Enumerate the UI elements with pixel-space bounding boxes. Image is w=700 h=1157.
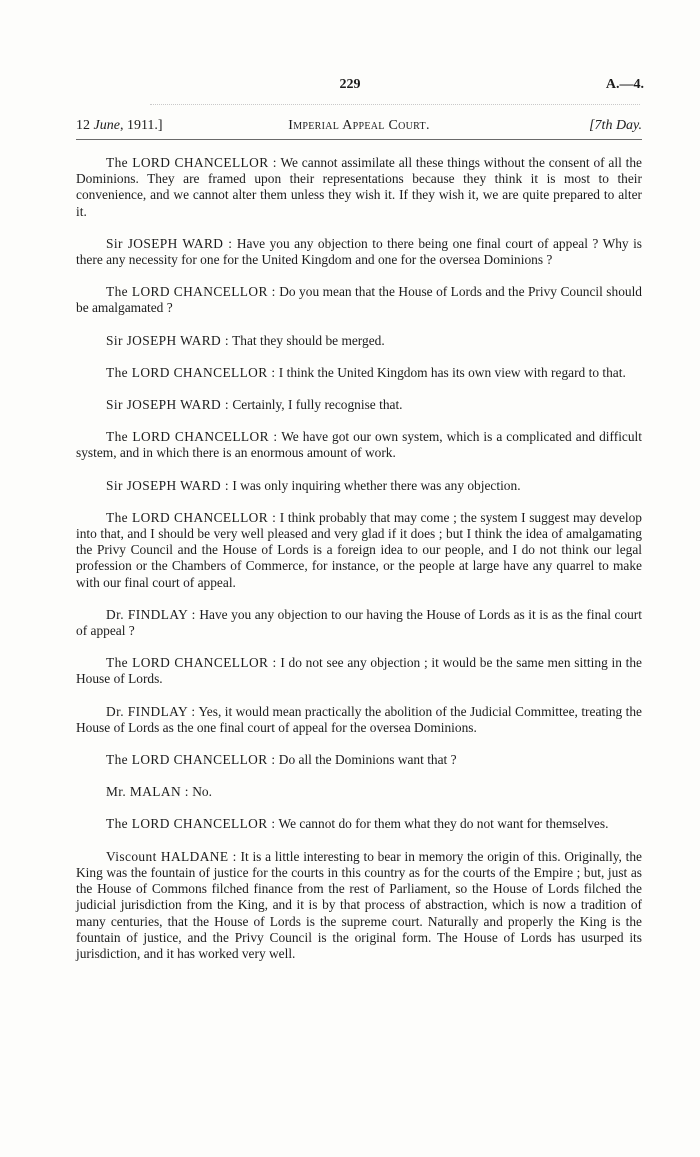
speaker-name: The LORD CHANCELLOR : [106, 364, 276, 380]
speech-text: I do not see any objection ; it would be the same men sitting in the House of Lords. [76, 655, 642, 687]
speaker-name: Dr. FINDLAY : [106, 606, 196, 622]
transcript-paragraph [76, 784, 642, 800]
speaker-name: Sir JOSEPH WARD : [106, 477, 229, 493]
transcript-paragraph [76, 284, 642, 316]
transcript-paragraph [76, 704, 642, 736]
speech-text: Do you mean that the House of Lords and the Privy Council should be amalgamated ? [76, 284, 643, 316]
document-reference: A.—4. [605, 77, 644, 92]
speech-text: It is a little interesting to bear in memory the origin of this. Originally, the King was the fountain of justice for the courts in this country as for the courts of the Empire ; but, just as the House of Commons filched finance from the rest of Parliament, so the House of Lords filched the judicial jurisdiction from the King, and it is by that process of abstraction, which is now a tradition of many centuries, that the House of Lords is the supreme court. Naturally and properly the King is the fountain of justice, and the Privy Council is the original form. The House of Lords has usurped its jurisdiction, and it has worked very well. [76, 848, 642, 961]
speaker-name: The LORD CHANCELLOR : [106, 429, 278, 445]
speaker-name: Sir JOSEPH WARD : [106, 235, 233, 251]
date-year: , 1911.] [119, 118, 163, 133]
transcript-paragraph [76, 429, 642, 461]
speaker-name: The LORD CHANCELLOR : [106, 155, 277, 170]
speech-text: We cannot do for them what they do not want for themselves. [275, 816, 609, 832]
page-number: 229 [339, 77, 361, 92]
transcript-paragraph [76, 510, 642, 591]
speaker-name: Mr. MALAN : [106, 784, 189, 800]
transcript-paragraph [76, 655, 642, 687]
transcript-paragraph [76, 752, 642, 768]
transcript-paragraph [76, 333, 642, 349]
transcript-body [76, 155, 642, 978]
speaker-name: Viscount HALDANE : [106, 848, 237, 864]
speech-text: I was only inquiring whether there was any objection. [229, 477, 521, 493]
speech-text: That they should be merged. [229, 332, 385, 348]
transcript-paragraph [76, 155, 642, 220]
date-day: 12 [76, 118, 90, 133]
speech-text: Certainly, I fully recognise that. [229, 397, 403, 413]
running-head-title: Imperial Appeal Court. [288, 118, 430, 133]
speech-text: I think the United Kingdom has its own view with regard to that. [275, 364, 626, 380]
speech-text: Have you any objection to our having the House of Lords as it is as the final court of appeal ? [76, 606, 642, 639]
speech-text: We have got our own system, which is a complicated and difficult system, and in which there is an enormous amount of work. [76, 429, 642, 461]
speaker-name: The LORD CHANCELLOR : [106, 284, 276, 300]
transcript-paragraph [76, 816, 642, 832]
transcript-paragraph [76, 236, 642, 268]
speaker-name: Sir JOSEPH WARD : [106, 397, 229, 413]
transcript-paragraph [76, 478, 642, 494]
running-head-day: [7th Day. [589, 118, 642, 133]
header-dotted-rule [150, 104, 640, 105]
speaker-name: The LORD CHANCELLOR : [106, 655, 277, 671]
transcript-paragraph [76, 365, 642, 381]
speech-text: I think probably that may come ; the system I suggest may develop into that, and I should be very well pleased and very glad if it does ; but I think the idea of amalgamating the Privy Council and the House of Lords is a foreign idea to our people, and I do not think our legal profession or the Chambers of Commerce, for instance, or the people at large have any quarrel to make with our final court of appeal. [76, 509, 643, 590]
transcript-paragraph [76, 397, 642, 413]
speech-text: Do all the Dominions want that ? [275, 752, 457, 768]
speaker-name: The LORD CHANCELLOR : [106, 752, 276, 768]
speaker-name: Dr. FINDLAY : [106, 703, 196, 719]
date-month: June [93, 118, 120, 133]
speech-text: Have you any objection to there being one final court of appeal ? Why is there any necessity for one for the United Kingdom and one for the oversea Dominions ? [76, 235, 642, 268]
speech-text: Yes, it would mean practically the abolition of the Judicial Committee, treating the House of Lords as the one final court of appeal for the oversea Dominions. [76, 703, 642, 735]
transcript-paragraph [76, 607, 642, 639]
transcript-paragraph [76, 849, 642, 962]
speaker-name: The LORD CHANCELLOR : [106, 509, 277, 525]
header-rule [76, 139, 642, 140]
speaker-name: The LORD CHANCELLOR : [106, 816, 276, 832]
speech-text: No. [188, 784, 212, 800]
speaker-name: Sir JOSEPH WARD : [106, 332, 229, 348]
speech-text: We cannot assimilate all these things without the consent of all the Dominions. They are framed upon their representations because they think it is most to their convenience, and we cannot alter them unless they wish it. If they wish it, we are quite prepared to alter it. [76, 155, 642, 219]
